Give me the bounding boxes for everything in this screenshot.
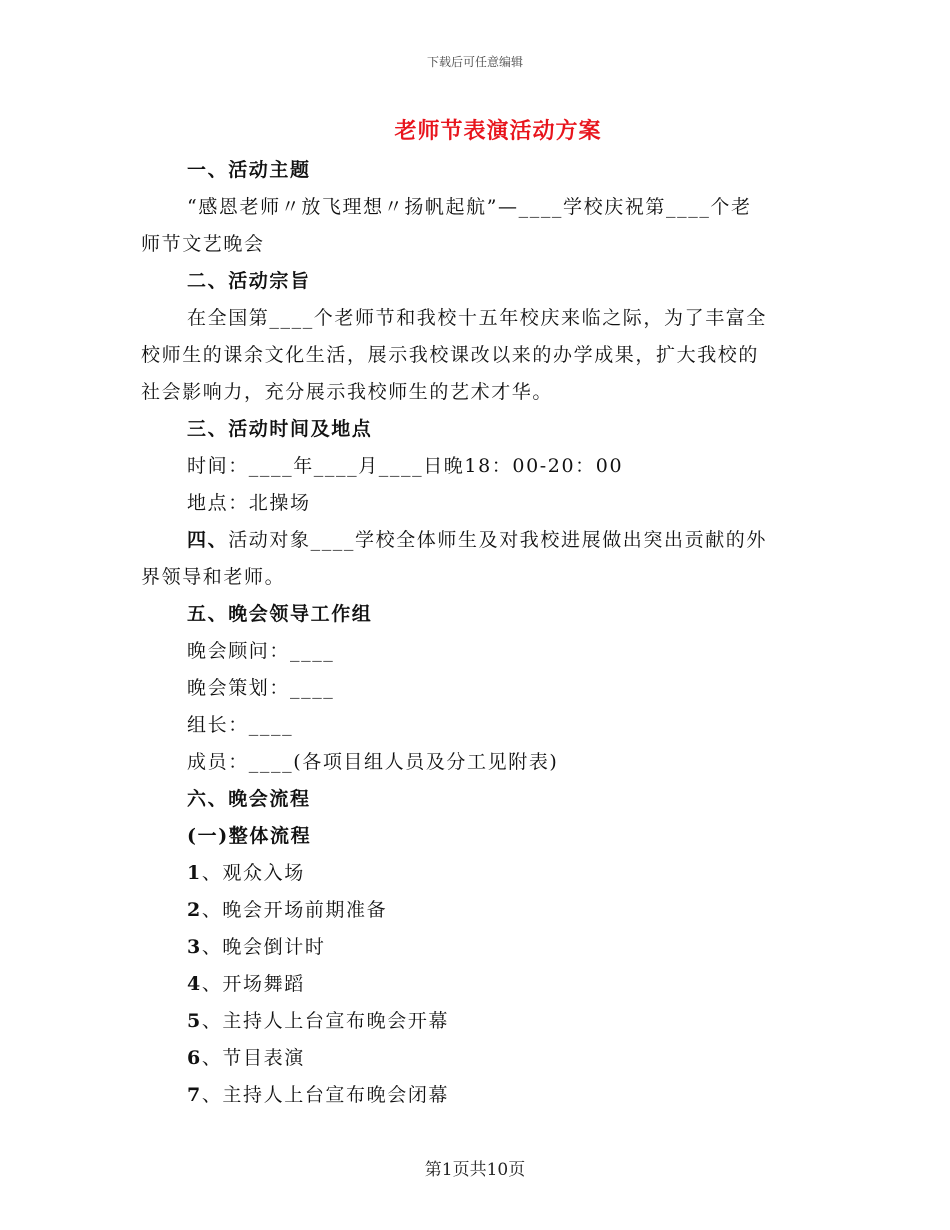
- flow-item-2: [187, 897, 387, 923]
- flow-item-1: [187, 860, 305, 886]
- flow-item-6: [187, 1045, 305, 1071]
- section-2-text-cont-1: 校师生的课余文化生活，展示我校课改以来的办学成果，扩大我校的: [141, 344, 760, 366]
- flow-text: 、开场舞蹈: [201, 973, 305, 995]
- flow-number: 5: [187, 1010, 202, 1032]
- flow-number: 2: [187, 899, 202, 921]
- page-number-footer: 第1页共10页: [424, 1160, 526, 1180]
- gala-planner: 晚会策划：____: [187, 677, 335, 699]
- flow-number: 4: [187, 973, 202, 995]
- section-6-subheading: (一)整体流程: [187, 825, 312, 847]
- flow-text: 、晚会倒计时: [201, 936, 326, 958]
- flow-item-4: [187, 971, 305, 997]
- flow-text: 、节目表演: [201, 1047, 305, 1069]
- flow-item-3: [187, 934, 325, 960]
- event-place: 地点：北操场: [187, 492, 311, 514]
- document-title: 老师节表演活动方案: [394, 118, 602, 144]
- section-2-heading: 二、活动宗旨: [187, 270, 311, 292]
- group-leader: 组长：____: [187, 714, 294, 736]
- flow-number: 7: [187, 1084, 202, 1106]
- event-time: 时间：____年____月____日晚18：00-20：00: [187, 455, 624, 477]
- flow-item-7: [187, 1082, 449, 1108]
- section-4-heading: 四、: [187, 529, 229, 551]
- flow-text: 、主持人上台宣布晚会开幕: [201, 1010, 450, 1032]
- section-3-heading: 三、活动时间及地点: [187, 418, 373, 440]
- flow-number: 1: [187, 862, 202, 884]
- group-members: 成员：____(各项目组人员及分工见附表): [187, 751, 559, 773]
- flow-item-5: [187, 1008, 449, 1034]
- section-5-heading: 五、晚会领导工作组: [187, 603, 373, 625]
- flow-text: 、晚会开场前期准备: [201, 899, 388, 921]
- section-4-line: [187, 527, 767, 553]
- section-1-text: “感恩老师〃放飞理想〃扬帆起航”—____学校庆祝第____个老: [187, 196, 752, 218]
- flow-number: 3: [187, 936, 202, 958]
- gala-advisor: 晚会顾问：____: [187, 640, 335, 662]
- section-2-text: 在全国第____个老师节和我校十五年校庆来临之际，为了丰富全: [187, 307, 768, 329]
- page-header-note: 下载后可任意编辑: [426, 55, 523, 69]
- flow-text: 、主持人上台宣布晚会闭幕: [201, 1084, 450, 1106]
- section-4-text: 活动对象____学校全体师生及对我校进展做出突出贡献的外: [228, 529, 768, 551]
- flow-number: 6: [187, 1047, 202, 1069]
- flow-text: 、观众入场: [201, 862, 305, 884]
- section-1-heading: 一、活动主题: [187, 159, 311, 181]
- section-6-heading: 六、晚会流程: [187, 788, 311, 810]
- section-2-text-cont-2: 社会影响力，充分展示我校师生的艺术才华。: [141, 381, 554, 403]
- section-1-text-cont: 师节文艺晚会: [141, 233, 265, 255]
- section-4-text-cont: 界领导和老师。: [141, 566, 286, 588]
